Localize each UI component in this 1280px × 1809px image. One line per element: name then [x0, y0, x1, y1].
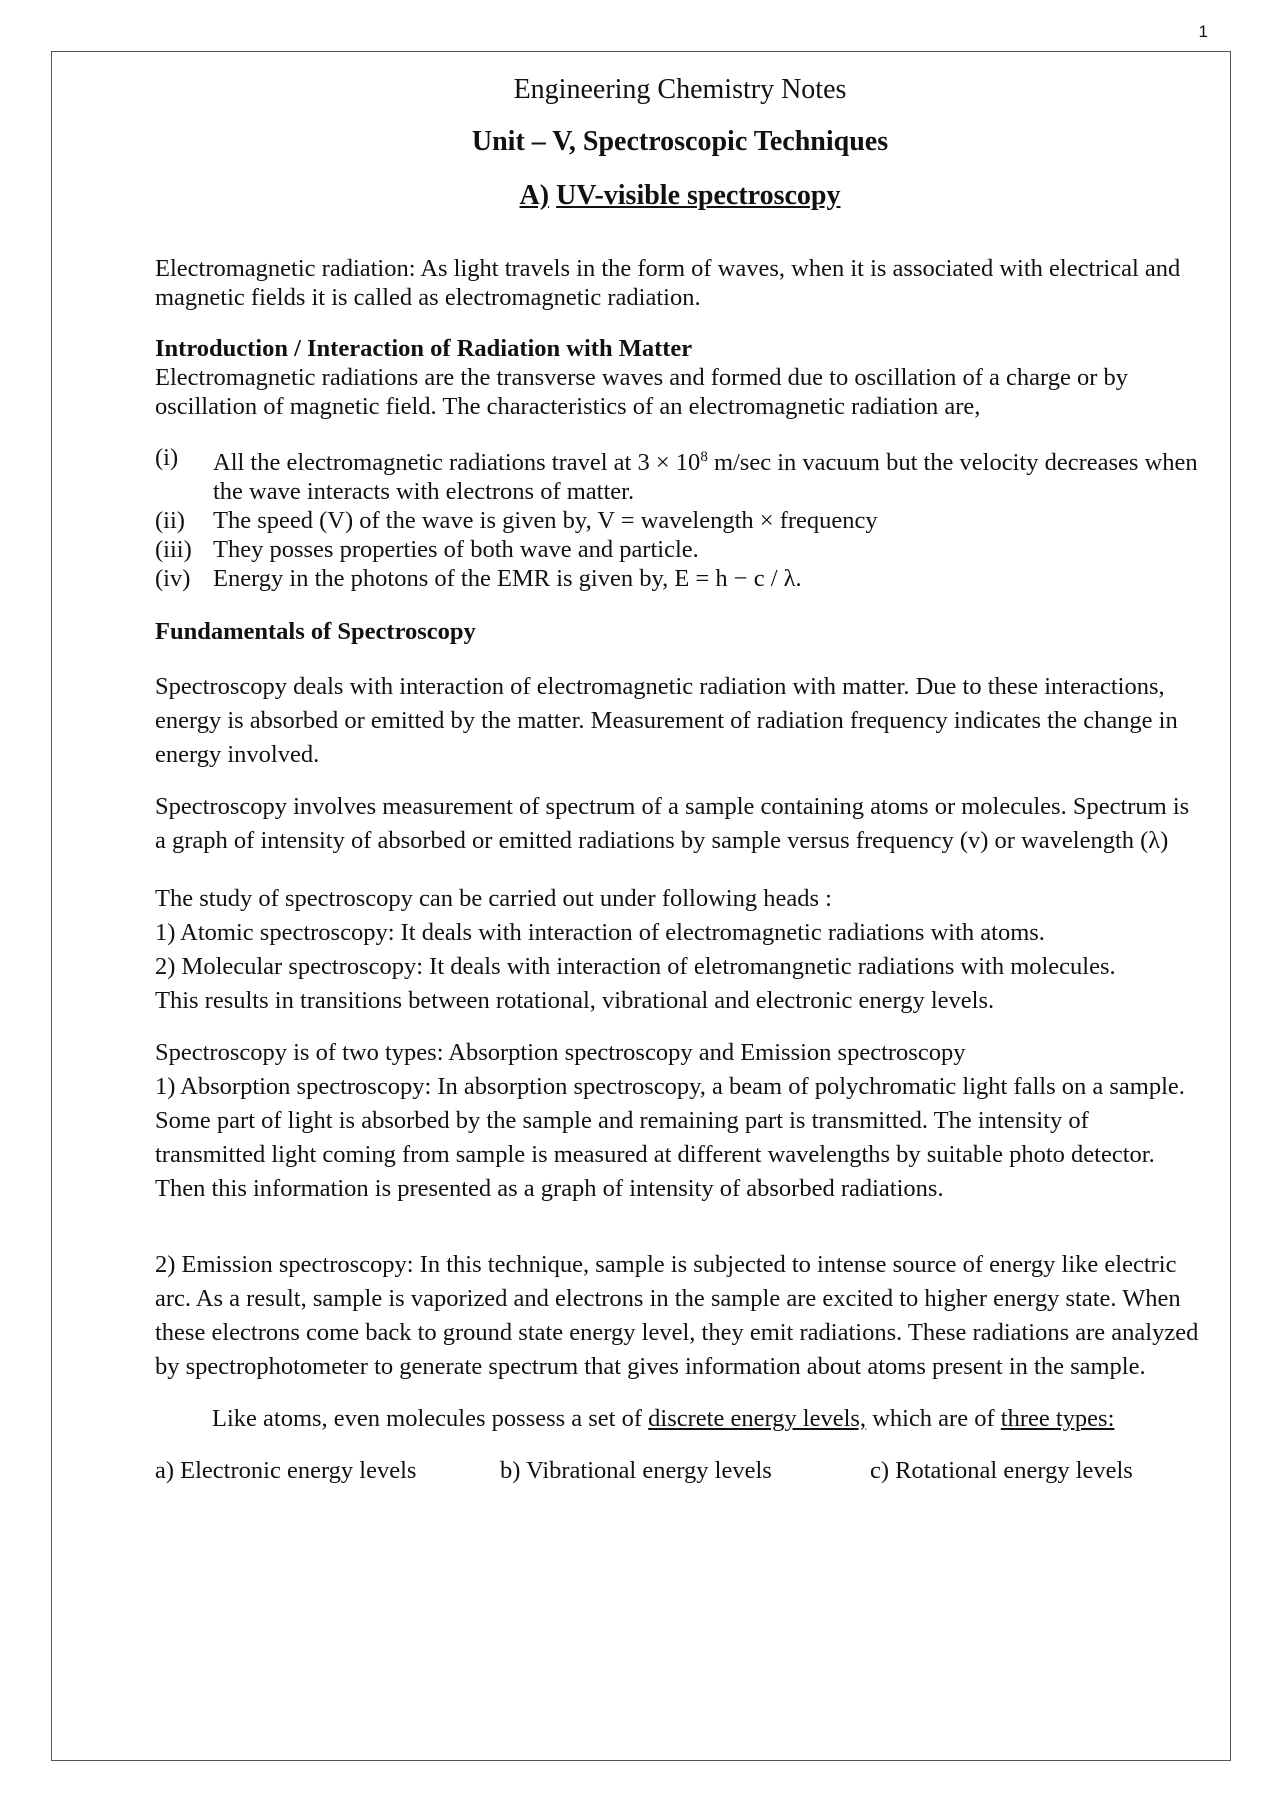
- em-radiation-paragraph: Electromagnetic radiation: As light travels in the form of waves, when it is associated with electrical and magnetic fields it is called as electromagnetic radiation.: [155, 255, 1181, 311]
- vibrational-energy-levels: b) Vibrational energy levels: [500, 1457, 772, 1485]
- absorption-spectroscopy-cont: transmitted light coming from sample is measured at different wavelengths by suitable photo detector. Then this information is presented as a graph of intensity of absorbed radiations.: [155, 1141, 1155, 1203]
- unit-heading: Unit – V, Spectroscopic Techniques: [471, 126, 889, 157]
- list-item: [155, 506, 1205, 535]
- list-number: (iv): [155, 565, 191, 593]
- fundamentals-paragraph-2: Spectroscopy involves measurement of spectrum of a sample containing atoms or molecules. Spectrum is a graph of intensity of absorbed or emitted radiations by sample versus frequency (v) or wavelength (λ): [155, 793, 1190, 855]
- document-body: [155, 74, 1205, 1488]
- energy-levels-intro: Like atoms, even molecules possess a set of discrete energy levels, which are of three types:: [212, 1405, 1115, 1433]
- section-heading: [155, 180, 1205, 212]
- three-types: three types:: [1000, 1405, 1115, 1433]
- section-title: UV-visible spectroscopy: [556, 180, 841, 211]
- list-item: [155, 535, 1205, 564]
- document-title: Engineering Chemistry Notes: [513, 74, 847, 105]
- characteristics-list: [155, 443, 1205, 593]
- list-number: (ii): [155, 507, 185, 535]
- molecular-spectroscopy-cont: This results in transitions between rotational, vibrational and electronic energy levels.: [155, 987, 995, 1015]
- fundamentals-paragraph-1-cont: energy is absorbed or emitted by the matter. Measurement of radiation frequency indicates the change in energy involved.: [155, 707, 1178, 769]
- absorption-spectroscopy: 1) Absorption spectroscopy: In absorption spectroscopy, a beam of polychromatic light falls on a sample. Some part of light is absorbed by the sample and remaining part is transmitted. The intensity of: [155, 1073, 1185, 1135]
- section-label: A): [519, 180, 550, 211]
- page-number: 1: [1198, 22, 1208, 41]
- electronic-energy-levels: a) Electronic energy levels: [155, 1457, 417, 1485]
- rotational-energy-levels: c) Rotational energy levels: [870, 1457, 1133, 1485]
- list-text: They posses properties of both wave and particle.: [213, 536, 699, 564]
- types-intro: Spectroscopy is of two types: Absorption spectroscopy and Emission spectroscopy: [155, 1039, 966, 1067]
- fundamentals-heading: Fundamentals of Spectroscopy: [155, 618, 476, 646]
- atomic-spectroscopy: 1) Atomic spectroscopy: It deals with interaction of electromagnetic radiations with atoms.: [155, 919, 1045, 947]
- discrete-energy-levels: discrete energy levels,: [648, 1405, 867, 1433]
- list-text: The speed (V) of the wave is given by, V = wavelength × frequency: [213, 507, 878, 535]
- intro-paragraph: Electromagnetic radiations are the transverse waves and formed due to oscillation of a charge or by oscillation of magnetic field. The characteristics of an electromagnetic radiation are,: [155, 364, 1129, 420]
- list-item: [155, 564, 1205, 593]
- list-number: (iii): [155, 536, 192, 564]
- list-number: (i): [155, 444, 179, 471]
- list-item: [155, 443, 1205, 506]
- list-text: All the electromagnetic radiations travel at $3 \times 10^8$ m/sec in vacuum but the velocity decreases when the wave interacts with electrons of matter.: [213, 449, 1198, 506]
- emission-spectroscopy: 2) Emission spectroscopy: In this technique, sample is subjected to intense source of energy like electric arc. As a result, sample is vaporized and electrons in the sample are excited to higher energy state. When these electrons come back to ground state energy level, they emit radiations. These radiations are analyzed by spectrophotometer to generate spectrum that gives information about atoms present in the sample.: [155, 1251, 1199, 1381]
- list-text: Energy in the photons of the EMR is given by, E = h − c / λ.: [213, 565, 802, 593]
- fundamentals-paragraph-1: Spectroscopy deals with interaction of electromagnetic radiation with matter. Due to these interactions,: [155, 673, 1165, 701]
- intro-heading: Introduction / Interaction of Radiation with Matter: [155, 335, 693, 362]
- heads-intro: The study of spectroscopy can be carried out under following heads :: [155, 885, 832, 913]
- molecular-spectroscopy: 2) Molecular spectroscopy: It deals with interaction of eletromangnetic radiations with molecules.: [155, 953, 1116, 981]
- energy-levels-row: [155, 1454, 1205, 1488]
